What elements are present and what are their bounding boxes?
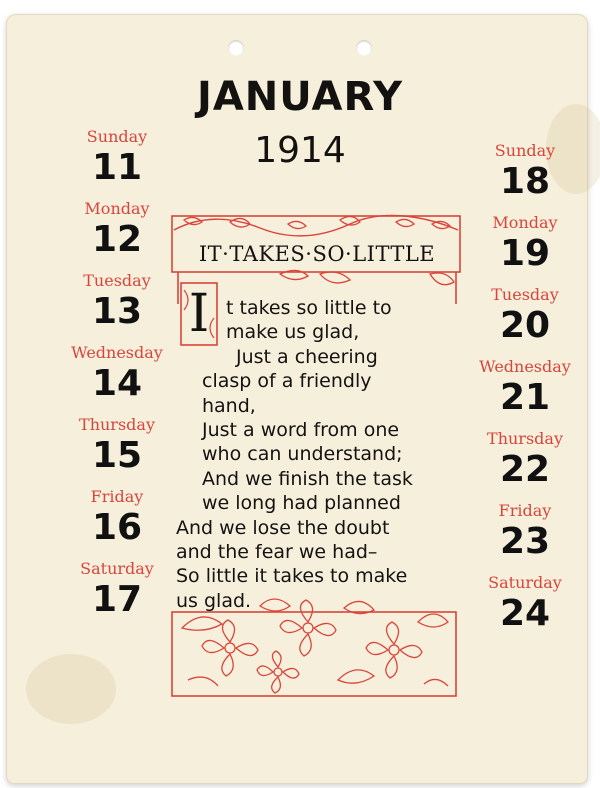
- day-name: Monday: [492, 213, 558, 232]
- poem-line: who can understand;: [202, 443, 403, 466]
- day-name: Friday: [90, 487, 144, 506]
- day-entry: [62, 559, 172, 631]
- day-date: 19: [499, 233, 551, 274]
- day-entry: [470, 285, 580, 357]
- day-entry: [470, 141, 580, 213]
- day-name: Tuesday: [491, 285, 559, 304]
- day-name: Sunday: [494, 141, 556, 160]
- poem-line: clasp of a friendly: [202, 370, 372, 393]
- day-name: Tuesday: [83, 271, 151, 290]
- day-name: Wednesday: [71, 343, 163, 362]
- day-date: 11: [91, 147, 143, 188]
- day-name: Saturday: [488, 573, 562, 592]
- day-name: Saturday: [80, 559, 154, 578]
- day-date: 22: [499, 449, 551, 490]
- day-name: Thursday: [79, 415, 155, 434]
- drop-cap-letter: I: [188, 284, 210, 344]
- day-date: 12: [91, 219, 143, 260]
- binding-hole-left: [228, 40, 244, 56]
- binding-hole-right: [356, 40, 372, 56]
- day-name: Wednesday: [479, 357, 571, 376]
- day-entry: [470, 501, 580, 573]
- poem-line: And we lose the doubt: [176, 516, 390, 539]
- poem-body: [176, 296, 476, 613]
- day-entry: [62, 487, 172, 559]
- poem-line: us glad.: [176, 589, 252, 612]
- day-date: 14: [91, 363, 143, 404]
- day-entry: [62, 271, 172, 343]
- poem-line: t takes so little to: [226, 297, 392, 319]
- left-day-column: [62, 127, 172, 631]
- day-entry: [62, 127, 172, 199]
- poem-title: IT·TAKES·SO·LITTLE: [176, 242, 458, 266]
- day-date: 24: [499, 593, 551, 634]
- day-date: 13: [91, 291, 143, 332]
- day-entry: [470, 573, 580, 645]
- poem-line: make us glad,: [226, 321, 360, 344]
- day-entry: [470, 213, 580, 285]
- flower-ornament-bottom: [168, 588, 460, 700]
- day-entry: [62, 199, 172, 271]
- poem-line: Just a cheering: [236, 345, 378, 368]
- day-entry: [470, 429, 580, 501]
- day-date: 20: [499, 305, 551, 346]
- day-date: 16: [91, 507, 143, 548]
- paper-stain: [26, 654, 116, 724]
- day-name: Sunday: [86, 127, 148, 146]
- day-entry: [470, 357, 580, 429]
- poem-line: we long had planned: [202, 492, 401, 515]
- poem-line: And we finish the task: [202, 467, 413, 490]
- day-name: Monday: [84, 199, 150, 218]
- day-name: Thursday: [487, 429, 563, 448]
- day-date: 23: [499, 521, 551, 562]
- poem-line: Just a word from one: [202, 419, 400, 442]
- day-date: 15: [91, 435, 143, 476]
- day-date: 21: [499, 377, 551, 418]
- day-date: 17: [91, 579, 143, 620]
- day-entry: [62, 415, 172, 487]
- right-day-column: [470, 141, 580, 645]
- poem-line: hand,: [202, 394, 256, 417]
- poem-line: and the fear we had–: [176, 541, 378, 564]
- year-heading: 1914: [254, 130, 346, 171]
- month-heading: JANUARY: [196, 74, 404, 120]
- day-name: Friday: [498, 501, 552, 520]
- day-date: 18: [499, 161, 551, 202]
- day-entry: [62, 343, 172, 415]
- poem-line: So little it takes to make: [176, 565, 408, 588]
